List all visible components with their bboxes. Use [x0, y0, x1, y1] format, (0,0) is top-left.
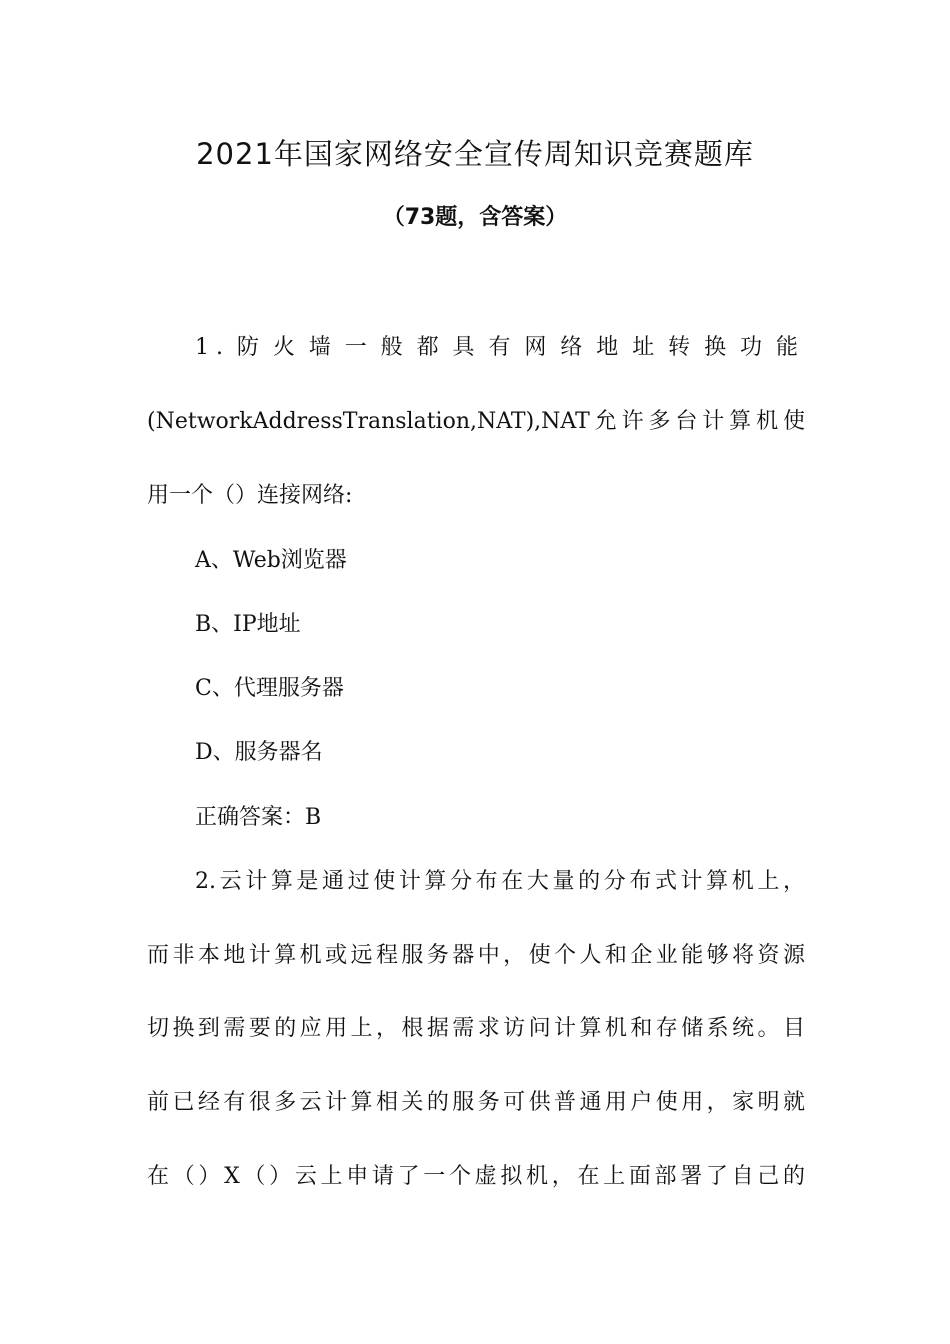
document-title: 2021年国家网络安全宣传周知识竞赛题库 [196, 137, 754, 171]
document-subtitle: （73题，含答案） [382, 205, 568, 230]
question-1-option-d: D、服务器名 [195, 740, 323, 765]
question-1-answer: 正确答案：B [195, 805, 322, 830]
question-2-line-2: 而非本地计算机或远程服务器中，使个人和企业能够将资源 [147, 943, 805, 968]
question-1-option-a: A、Web浏览器 [195, 548, 347, 573]
question-1-option-c: C、代理服务器 [195, 676, 344, 701]
question-1-line-2: (NetworkAddressTranslation,NAT),NAT允许多台计算机使 [147, 409, 805, 434]
question-2-line-1: 2.云计算是通过使计算分布在大量的分布式计算机上， [195, 869, 805, 894]
question-2-line-5: 在（）X（）云上申请了一个虚拟机，在上面部署了自己的 [147, 1164, 805, 1189]
question-2-line-3: 切换到需要的应用上，根据需求访问计算机和存储系统。目 [147, 1016, 805, 1041]
question-1-option-b: B、IP地址 [195, 612, 301, 637]
question-1-line-1: 1.防火墙一般都具有网络地址转换功能 [195, 335, 805, 360]
question-2-line-4: 前已经有很多云计算相关的服务可供普通用户使用，家明就 [147, 1090, 805, 1115]
question-1-line-3: 用一个（）连接网络: [147, 483, 353, 508]
